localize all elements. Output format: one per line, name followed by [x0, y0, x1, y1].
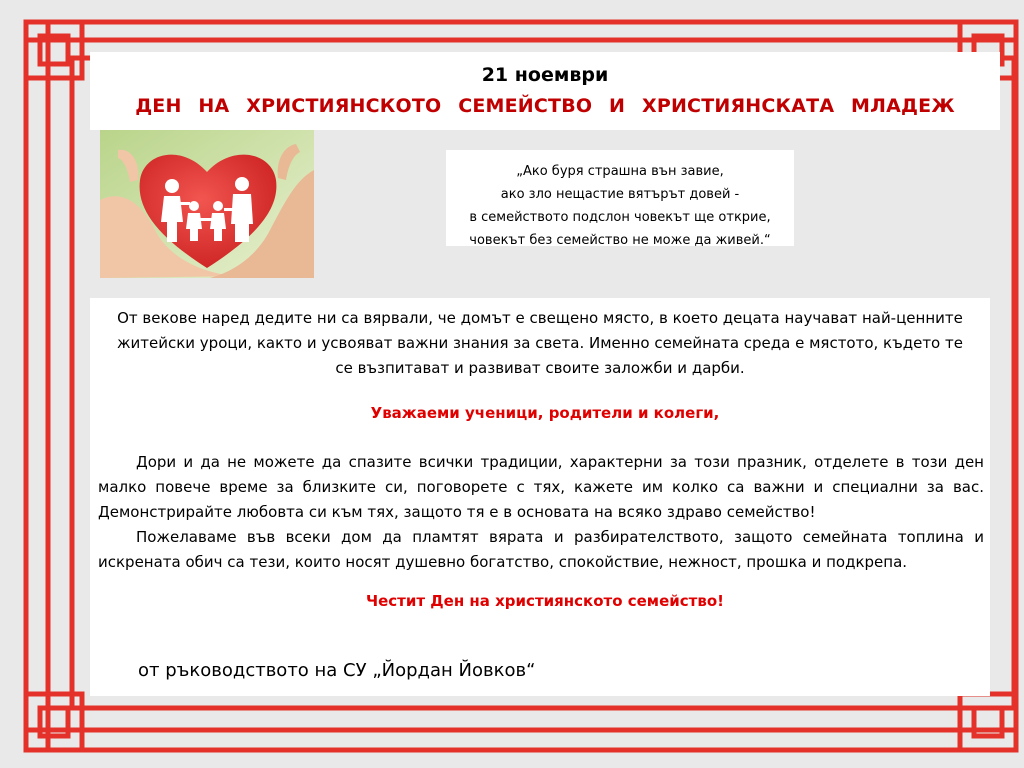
family-heart-hands-icon [100, 130, 314, 278]
message-block [98, 450, 984, 575]
quote-line: ако зло нещастие вятърът довей - [500, 187, 740, 202]
date-heading: 21 ноември [481, 64, 609, 86]
holiday-wish: Честит Ден на християнското семейство! [366, 592, 724, 610]
greeting: Уважаеми ученици, родители и колеги, [370, 404, 720, 422]
page-title: ДЕН НА ХРИСТИЯНСКОТО СЕМЕЙСТВО И ХРИСТИЯНСКАТА МЛАДЕЖ [135, 95, 955, 117]
family-heart-image [100, 130, 314, 278]
poem-quote [446, 160, 794, 252]
intro-paragraph: От векове наред дедите ни са вярвали, че домът е свещено място, в което децата научават най-ценните житейски уроци, както и усвояват важни знания за света. Именно семейната среда е мястото, където те се възпитават и развиват своите заложби и дарби. [117, 309, 963, 377]
message-paragraph: Дори и да не можете да спазите всички традиции, характерни за този празник, отделете в този ден малко повече време за близките си, поговорете с тях, кажете им колко са важни и специални за вас. Демонстрирайте любовта си към тях, защото тя е в основата на всяко здраво семейство! [98, 453, 984, 521]
quote-line: в семейството подслон човекът ще открие, [469, 210, 771, 225]
quote-line: „Ако буря страшна вън завие, [516, 164, 724, 179]
signature: от ръководството на СУ „Йордан Йовков“ [138, 660, 536, 681]
wishes-paragraph: Пожелаваме във всеки дом да пламтят вярата и разбирателството, защото семейната топлина и искрената обич са тези, които носят душевно богатство, спокойствие, нежност, прошка и подкрепа. [98, 528, 984, 571]
quote-line: човекът без семейство не може да живей.“ [469, 233, 771, 248]
